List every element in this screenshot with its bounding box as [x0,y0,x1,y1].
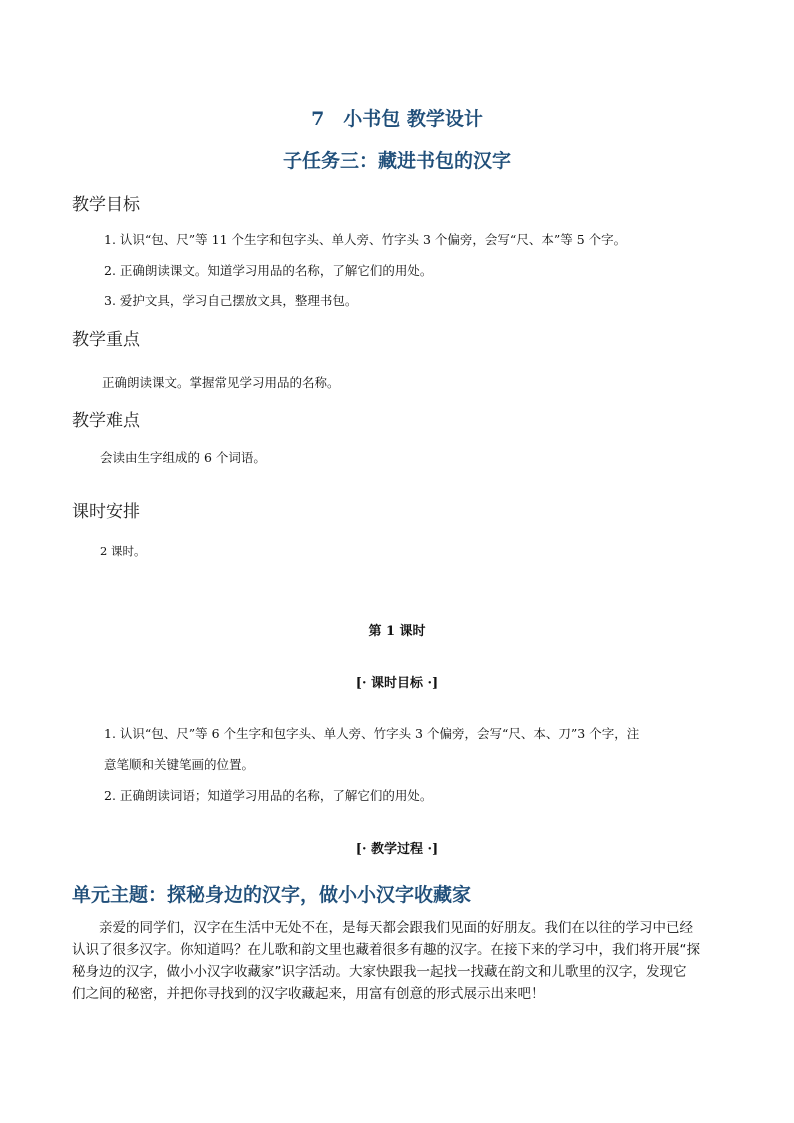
schedule-heading: 课时安排 [72,502,140,522]
intro-paragraph-line: 认识了很多汉字。你知道吗？在儿歌和韵文里也藏着很多有趣的汉字。在接下来的学习中，我们将开展“探 [72,942,700,958]
lesson-goal-label: [· 课时目标 ·] [355,676,439,691]
document-subtitle: 子任务三：藏进书包的汉字 [282,150,511,172]
key-points-text: 正确朗读课文。掌握常见学习用品的名称。 [102,375,340,390]
goal-item: 2. 正确朗读课文。知道学习用品的名称，了解它们的用处。 [104,263,433,278]
key-points-heading: 教学重点 [72,330,140,350]
schedule-text: 2 课时。 [100,544,146,558]
difficulty-text: 会读由生字组成的 6 个词语。 [100,450,266,465]
intro-paragraph-line: 们之间的秘密，并把你寻找到的汉字收藏起来，用富有创意的形式展示出来吧！ [72,986,545,1002]
difficulty-heading: 教学难点 [72,411,140,431]
intro-paragraph-line: 秘身边的汉字，做小小汉字收藏家”识字活动。大家快跟我一起找一找藏在韵文和儿歌里的汉字，发现它 [72,964,687,980]
intro-paragraph-line: 亲爱的同学们，汉字在生活中无处不在，是每天都会跟我们见面的好朋友。我们在以往的学习中已经 [99,920,693,936]
goal-item: 1. 认识“包、尺”等 11 个生字和包字头、单人旁、竹字头 3 个偏旁，会写“尺、本”等 5 个字。 [104,232,627,247]
goal-item: 3. 爱护文具，学习自己摆放文具，整理书包。 [104,293,358,308]
unit-theme-heading: 单元主题：探秘身边的汉字，做小小汉字收藏家 [72,884,472,906]
document-title: 7 小书包 教学设计 [311,108,483,130]
lesson-title: 第 1 课时 [368,624,426,639]
lesson-goal-item: 2. 正确朗读词语；知道学习用品的名称，了解它们的用处。 [104,788,433,803]
goals-heading: 教学目标 [72,195,140,215]
lesson-goal-item: 1. 认识“包、尺”等 6 个生字和包字头、单人旁、竹字头 3 个偏旁，会写“尺、本、刀”3 个字，注 [104,726,640,741]
lesson-process-label: [· 教学过程 ·] [355,842,439,857]
lesson-goal-item: 意笔顺和关键笔画的位置。 [104,757,255,772]
